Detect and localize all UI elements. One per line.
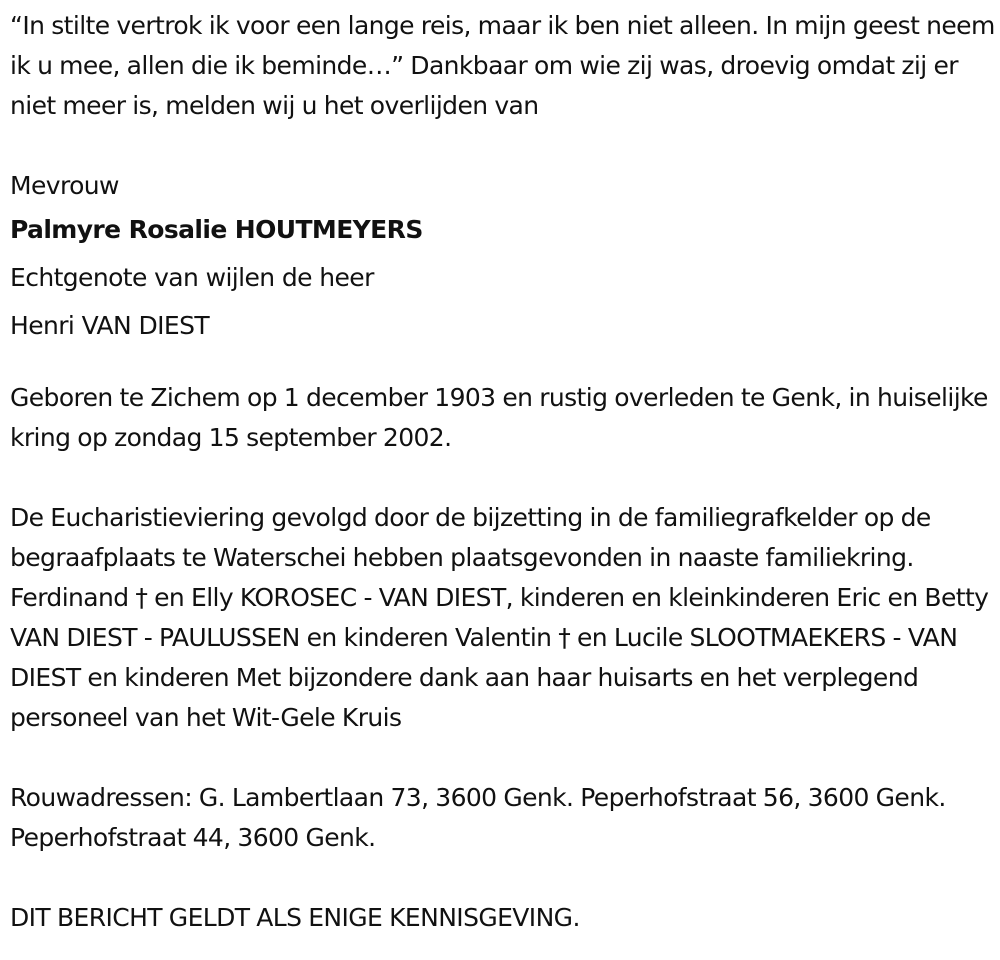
spacer: [10, 858, 995, 898]
spouse-name: Henri VAN DIEST: [10, 311, 210, 340]
intro-paragraph: “In stilte vertrok ik voor een lange reis, maar ik ben niet alleen. In mijn geest neem ik u mee, allen die ik beminde…” Dankbaar om wie zij was, droevig omdat zij er niet meer is, melden wij u het overlijden van: [10, 11, 995, 120]
spacer: [10, 458, 995, 498]
obituary-notice: [10, 6, 995, 938]
spacer: [10, 738, 995, 778]
notice-line: DIT BERICHT GELDT ALS ENIGE KENNISGEVING.: [10, 903, 580, 932]
addresses-paragraph: Rouwadressen: G. Lambertlaan 73, 3600 Genk. Peperhofstraat 56, 3600 Genk. Peperhofstraat 44, 3600 Genk.: [10, 783, 946, 852]
deceased-name: Palmyre Rosalie HOUTMEYERS: [10, 215, 423, 244]
spouse-line: Echtgenote van wijlen de heer: [10, 263, 374, 292]
birth-death-paragraph: Geboren te Zichem op 1 december 1903 en rustig overleden te Genk, in huiselijke kring op zondag 15 september 2002.: [10, 383, 988, 452]
funeral-paragraph: De Eucharistieviering gevolgd door de bijzetting in de familiegrafkelder op de begraafplaats te Waterschei hebben plaatsgevonden in naaste familiekring. Ferdinand † en Elly KOROSEC - VAN DIEST, kinderen en kleinkinderen Eric en Betty VAN DIEST - PAULUSSEN en kinderen Valentin † en Lucile SLOOTMAEKERS - VAN DIEST en kinderen Met bijzondere dank aan haar huisarts en het verplegend personeel van het Wit-Gele Kruis: [10, 503, 989, 732]
salutation: Mevrouw: [10, 171, 119, 200]
spacer: [10, 126, 995, 166]
spacer: [10, 350, 995, 378]
